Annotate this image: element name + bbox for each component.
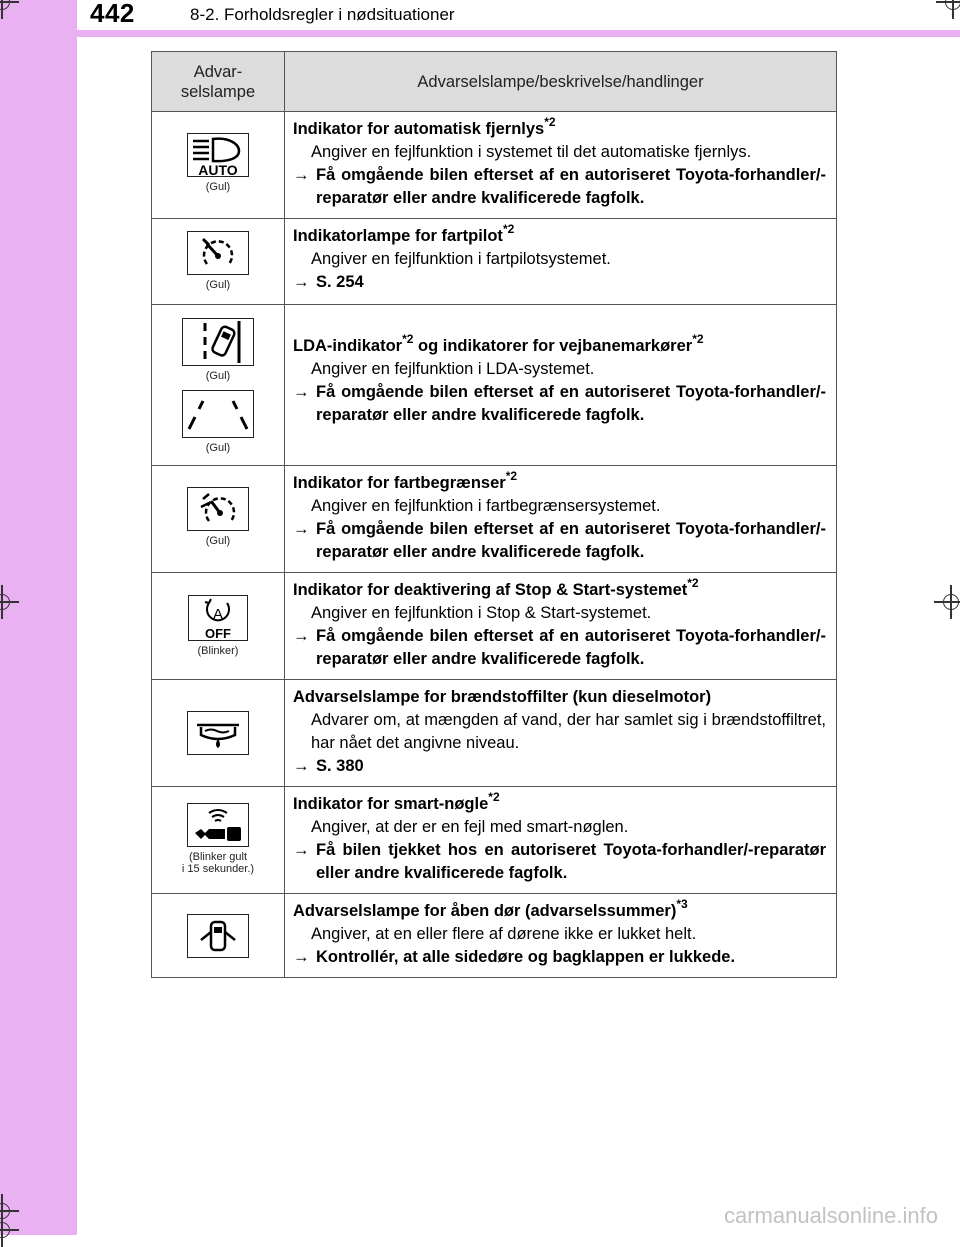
warning-description: Angiver en fejlfunktion i Stop & Start-systemet. bbox=[311, 604, 652, 622]
page-number: 442 bbox=[90, 0, 135, 28]
description-cell bbox=[285, 573, 837, 680]
lamp-color-caption: (Gul) bbox=[205, 181, 231, 193]
description-cell bbox=[285, 680, 837, 787]
arrow-icon: → bbox=[293, 757, 310, 775]
warning-action: → Få omgående bilen efterset af en autoriseret Toyota-forhandler/-reparatør eller andre kvalificerede fagfolk. bbox=[293, 518, 826, 564]
table-row bbox=[152, 573, 837, 680]
watermark: carmanualsonline.info bbox=[723, 1203, 938, 1228]
arrow-icon: → bbox=[293, 383, 310, 401]
icon-cell bbox=[152, 680, 285, 787]
description-cell bbox=[285, 219, 837, 305]
smart-key-icon bbox=[187, 803, 249, 847]
svg-text:OFF: OFF bbox=[205, 626, 231, 640]
arrow-icon: → bbox=[293, 166, 310, 184]
warning-action: → Få omgående bilen efterset af en autoriseret Toyota-forhandler/-reparatør eller andre kvalificerede fagfolk. bbox=[293, 164, 826, 210]
arrow-icon: → bbox=[293, 841, 310, 859]
cruise-control-icon bbox=[187, 231, 249, 275]
warning-description: Angiver en fejlfunktion i LDA-systemet. bbox=[311, 360, 595, 378]
warning-action: → Få omgående bilen efterset af en autoriseret Toyota-forhandler/-reparatør eller andre kvalificerede fagfolk. bbox=[293, 381, 826, 427]
warning-action: → Kontrollér, at alle sidedøre og bagklappen er lukkede. bbox=[293, 946, 826, 969]
warning-title: Advarselslampe for brændstoffilter (kun dieselmotor) bbox=[293, 688, 712, 706]
auto-high-beam-icon bbox=[187, 133, 249, 177]
warning-title: Indikator for smart-nøgle$^{*2}$ bbox=[293, 789, 500, 813]
lamp-color-caption: (Gul) bbox=[205, 279, 231, 291]
section-title: 8-2. Forholdsregler i nødsituationer bbox=[190, 5, 455, 24]
table-row bbox=[152, 680, 837, 787]
warning-lights-table bbox=[151, 51, 837, 978]
fuel-filter-icon bbox=[187, 711, 249, 755]
table-header-row bbox=[152, 52, 837, 112]
description-cell bbox=[285, 112, 837, 219]
warning-description: Angiver en fejlfunktion i systemet til det automatiske fjernlys. bbox=[311, 143, 752, 161]
warning-description: Angiver, at der er en fejl med smart-nøglen. bbox=[311, 818, 629, 836]
lamp-color-caption: (Gul) bbox=[205, 442, 231, 454]
warning-action: → S. 380 bbox=[293, 755, 826, 778]
table-row bbox=[152, 219, 837, 305]
icon-cell bbox=[152, 894, 285, 978]
table-row bbox=[152, 894, 837, 978]
lda-icon bbox=[182, 318, 254, 366]
table-row bbox=[152, 305, 837, 466]
lamp-color-caption: (Gul) bbox=[205, 535, 231, 547]
description-cell bbox=[285, 894, 837, 978]
column-header-lamp: Advar- selslampe bbox=[152, 52, 285, 112]
stop-start-off-icon bbox=[188, 595, 248, 641]
description-cell bbox=[285, 787, 837, 894]
description-cell bbox=[285, 305, 837, 466]
warning-description: Angiver en fejlfunktion i fartbegrænsersystemet. bbox=[311, 497, 661, 515]
arrow-icon: → bbox=[293, 627, 310, 645]
lamp-color-caption: (Gul) bbox=[205, 370, 231, 382]
arrow-icon: → bbox=[293, 520, 310, 538]
warning-title: Indikator for fartbegrænser$^{*2}$ bbox=[293, 468, 518, 492]
crop-mark-icon bbox=[0, 1222, 10, 1238]
icon-cell bbox=[152, 112, 285, 219]
lamp-color-caption: (Blinker gult i 15 sekunder.) bbox=[181, 851, 255, 875]
warning-title: Advarselslampe for åben dør (advarselssummer)$^{*3}$ bbox=[293, 896, 688, 920]
column-header-description: Advarselslampe/beskrivelse/handlinger bbox=[285, 52, 837, 112]
warning-description: Advarer om, at mængden af vand, der har samlet sig i brændstoffiltret, har nået det angivne niveau. bbox=[311, 711, 826, 752]
warning-description: Angiver, at en eller flere af dørene ikke er lukket helt. bbox=[311, 925, 697, 943]
sidebar-band bbox=[0, 0, 77, 1235]
svg-text:A: A bbox=[212, 606, 224, 623]
table-row bbox=[152, 787, 837, 894]
arrow-icon: → bbox=[293, 273, 310, 291]
arrow-icon: → bbox=[293, 948, 310, 966]
warning-title: Indikator for automatisk fjernlys$^{*2}$ bbox=[293, 114, 556, 138]
icon-cell bbox=[152, 466, 285, 573]
description-cell bbox=[285, 466, 837, 573]
icon-cell bbox=[152, 573, 285, 680]
door-open-icon bbox=[187, 914, 249, 958]
icon-cell bbox=[152, 305, 285, 466]
table-row bbox=[152, 466, 837, 573]
speed-limiter-icon bbox=[187, 487, 249, 531]
warning-action: → Få omgående bilen efterset af en autoriseret Toyota-forhandler/-reparatør eller andre kvalificerede fagfolk. bbox=[293, 625, 826, 671]
warning-title: Indikatorlampe for fartpilot$^{*2}$ bbox=[293, 221, 515, 245]
warning-title: Indikator for deaktivering af Stop & Start-systemet$^{*2}$ bbox=[293, 575, 699, 599]
warning-description: Angiver en fejlfunktion i fartpilotsystemet. bbox=[311, 250, 611, 268]
warning-action: → S. 254 bbox=[293, 271, 826, 294]
warning-title: LDA-indikator$^{*2}$ og indikatorer for vejbanemarkører$^{*2}$ bbox=[293, 331, 704, 355]
header-rule bbox=[77, 30, 960, 37]
icon-cell bbox=[152, 787, 285, 894]
warning-action: → Få bilen tjekket hos en autoriseret Toyota-forhandler/-reparatør eller andre kvalificerede fagfolk. bbox=[293, 839, 826, 885]
lamp-color-caption: (Blinker) bbox=[197, 645, 239, 657]
table-row bbox=[152, 112, 837, 219]
svg-text:AUTO: AUTO bbox=[198, 162, 238, 176]
icon-cell bbox=[152, 219, 285, 305]
lane-marker-icon bbox=[182, 390, 254, 438]
crop-mark-icon bbox=[943, 594, 959, 610]
